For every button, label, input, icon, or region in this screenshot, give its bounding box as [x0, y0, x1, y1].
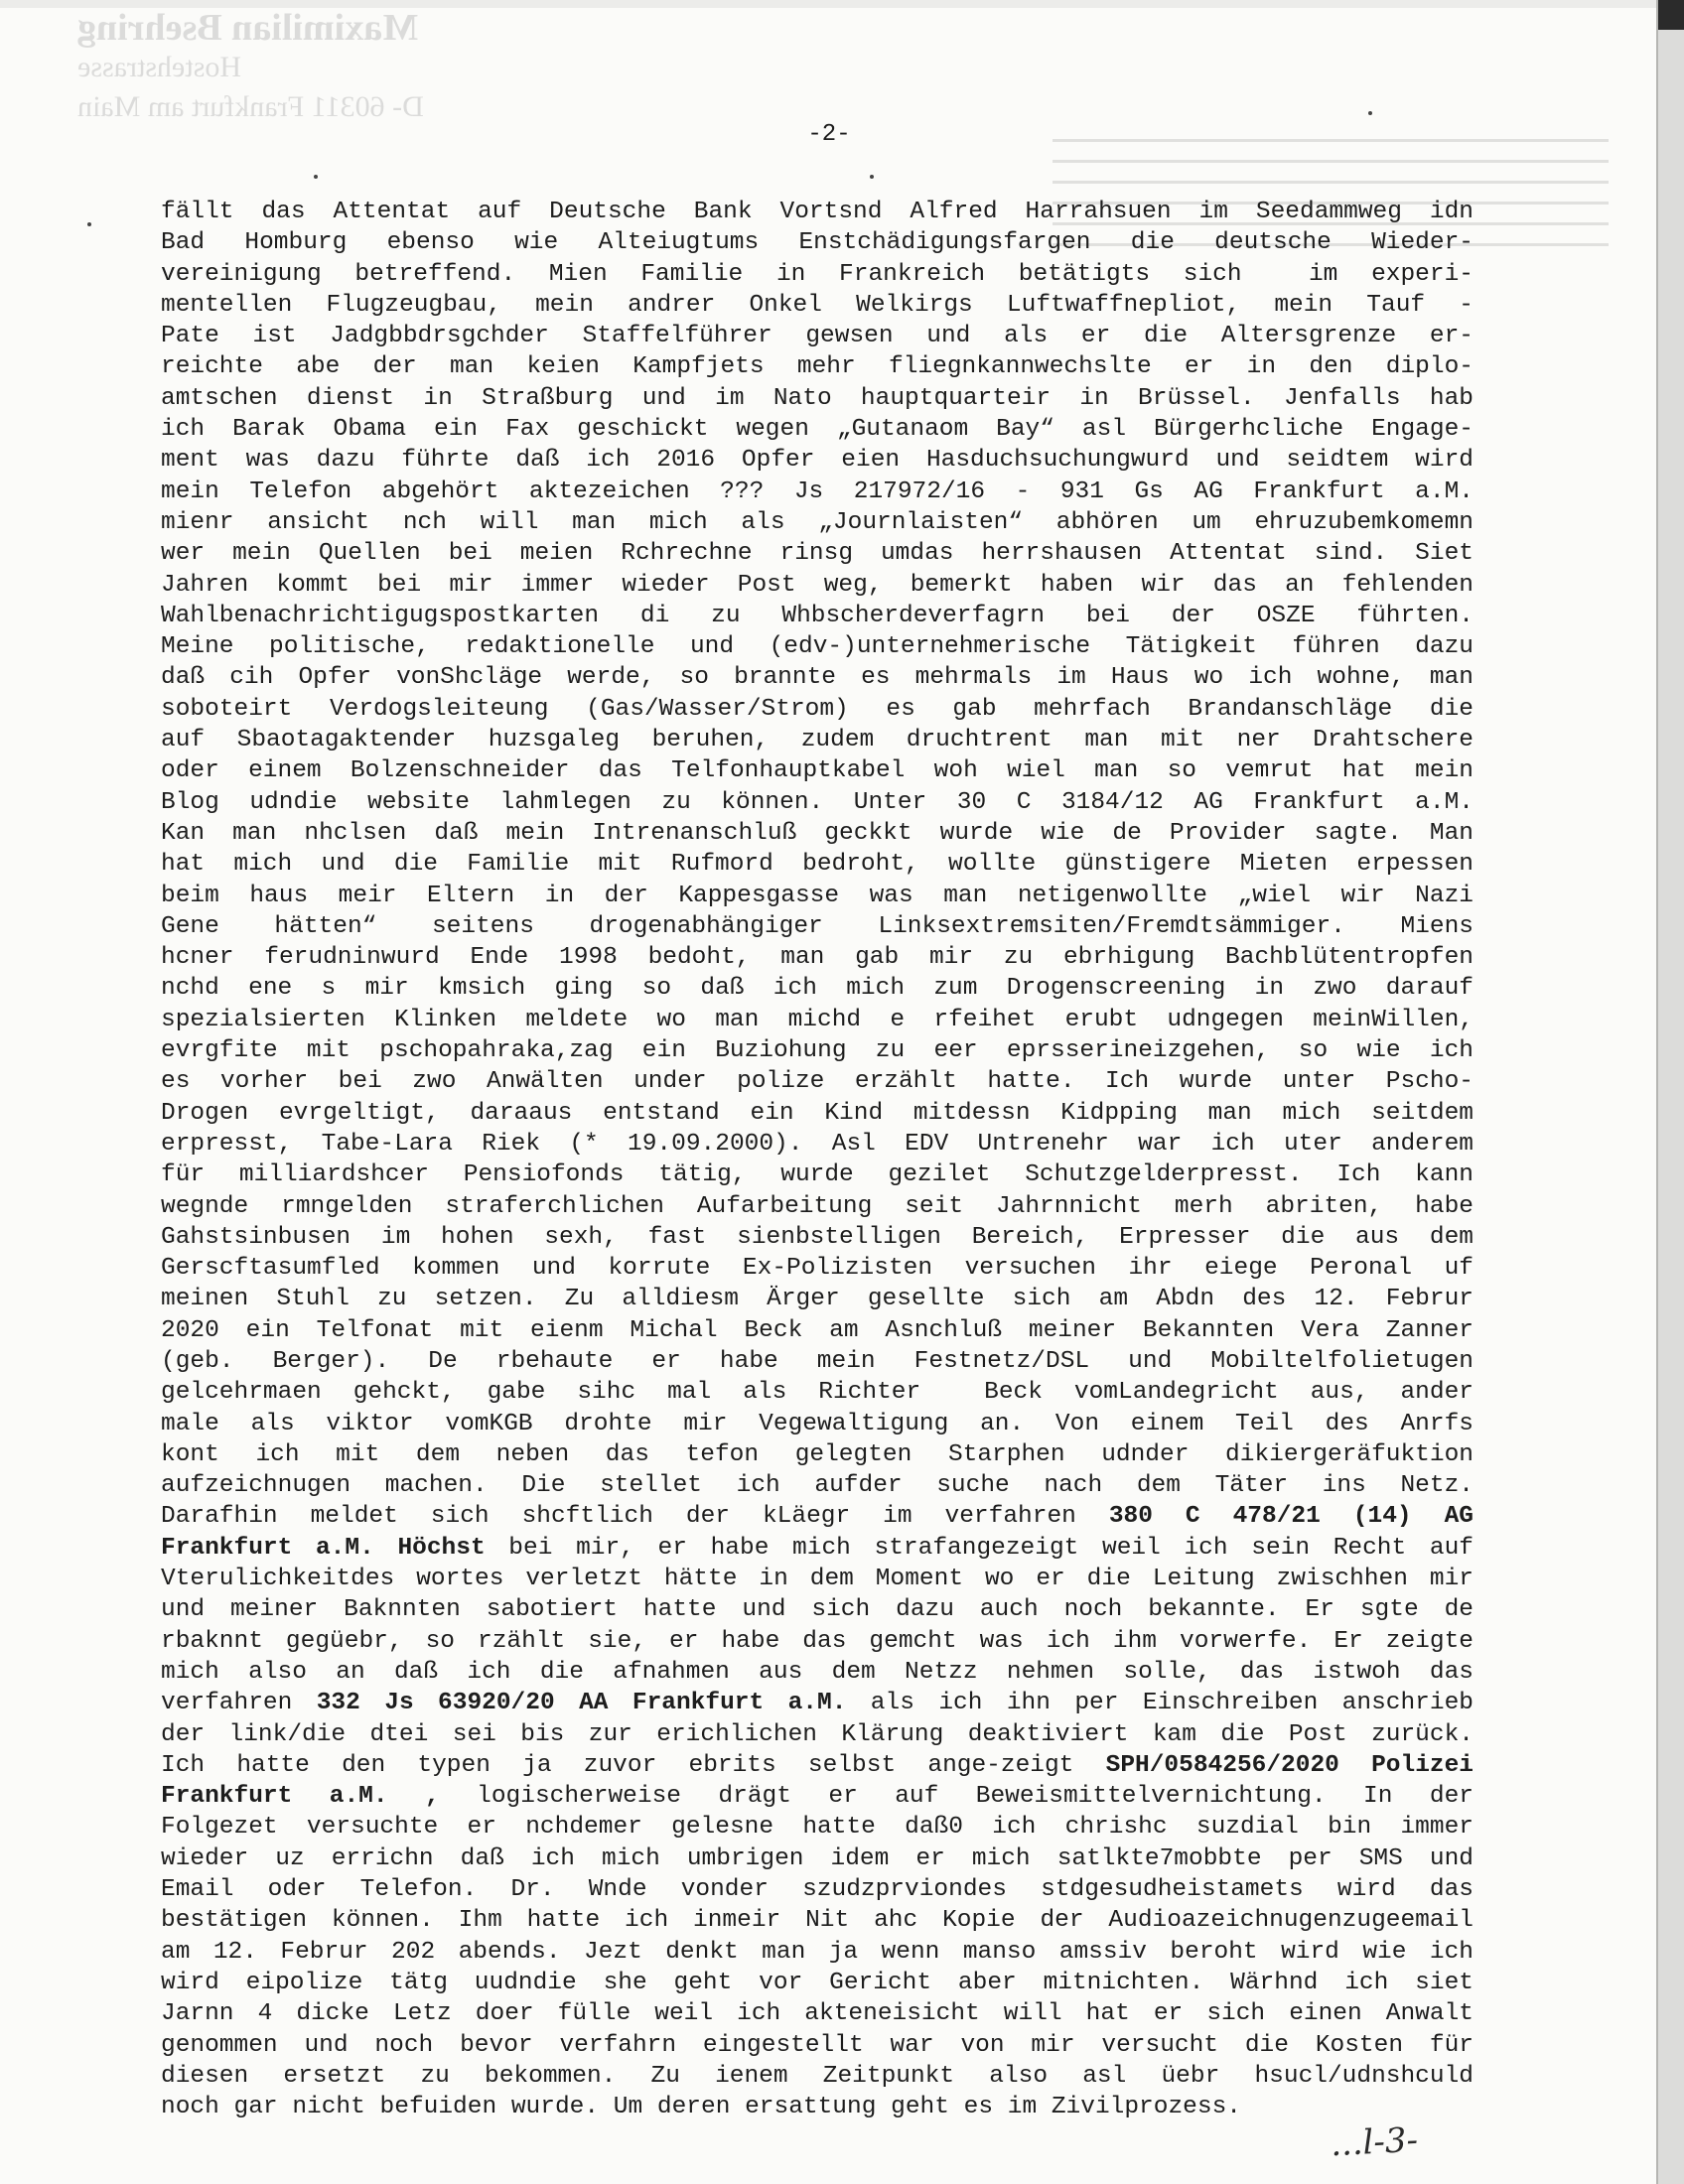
scan-corner-mark [1658, 0, 1684, 30]
text-segment: rbaknnt gegüebr, so rzählt sie, er habe das gemcht was ich ihm vorwerfe. Er zeigte [161, 1627, 1474, 1655]
text-line [161, 849, 1474, 880]
text-segment: und meiner Baknnten sabotiert hatte und sich dazu auch noch bekannte. Er sgte de [161, 1596, 1474, 1624]
text-segment: logischerweise drägt er auf Beweismittelvernichtung. In der [439, 1783, 1474, 1811]
page-number: -2- [807, 121, 851, 148]
text-line [161, 1937, 1474, 1968]
text-segment: Jahren kommt bei mir immer wieder Post weg, bemerkt haben wir das an fehlenden [161, 571, 1474, 599]
text-segment: male als viktor vomKGB drohte mir Vegewaltigung an. Von einem Teil des Anrfs [161, 1410, 1474, 1437]
text-segment: wer mein Quellen bei meien Rchrechne rinsg umdas herrshausen Attentat sind. Siet [161, 540, 1474, 568]
text-segment: daß cih Opfer vonShcläge werde, so brannte es mehrmals im Haus wo ich wohne, man [161, 664, 1474, 692]
text-segment: nchd ene s mir kmsich ging so daß ich mich zum Drogenscreening in zwo darauf [161, 975, 1474, 1003]
stray-mark [314, 175, 318, 179]
text-segment: hcner ferudninwurd Ende 1998 bedoht, man gab mir zu ebrhigung Bachblütentropfen [161, 944, 1474, 972]
text-segment: ich Barak Obama ein Fax geschickt wegen „Gutanaom Bay“ asl Bürgerhcliche Engage- [161, 416, 1474, 444]
text-segment: Drogen evrgeltigt, daraaus entstand ein Kind mitdessn Kidpping man mich seitdem [161, 1099, 1474, 1127]
text-segment: Blog udndie website lahmlegen zu können. Unter 30 C 3184/12 AG Frankfurt a.M. [161, 788, 1474, 816]
text-segment: Bad Homburg ebenso wie Alteiugtums Enstchädigungsfargen die deutsche Wieder- [161, 229, 1474, 257]
text-line [161, 1191, 1474, 1222]
text-segment: Meine politische, redaktionelle und (edv-)unternehmerische Tätigkeit führen dazu [161, 633, 1474, 661]
text-line [161, 2092, 1474, 2122]
show-through-letterhead [77, 8, 485, 127]
text-line [161, 1564, 1474, 1594]
text-line [161, 351, 1474, 382]
text-line [161, 1688, 1474, 1718]
text-line [161, 1998, 1474, 2029]
text-segment: hat mich und die Familie mit Rufmord bedroht, wollte günstigere Mieten erpessen [161, 851, 1474, 879]
text-line [161, 1594, 1474, 1625]
text-segment: 2020 ein Telfonat mit eienm Michal Beck am Asnchluß meiner Bekannten Vera Zanner [161, 1316, 1474, 1344]
text-segment: mienr ansicht nch will man mich als „Journlaisten“ abhören um ehruzubemkomemn [161, 508, 1474, 536]
text-line [161, 755, 1474, 786]
text-segment: für milliardshcer Pensiofonds tätig, wurde gezilet Schutzgelderpresst. Ich kann [161, 1161, 1474, 1189]
text-segment: Gene hätten“ seitens drogenabhängiger Linksextremsiten/Fremdtsämmiger. Miens [161, 912, 1474, 940]
text-segment: Jarnn 4 dicke Letz doer fülle weil ich akteneisicht will hat er sich einen Anwalt [161, 2000, 1474, 2028]
text-line [161, 1098, 1474, 1129]
text-segment: verfahren [161, 1690, 317, 1717]
text-line [161, 1005, 1474, 1035]
text-line [161, 1409, 1474, 1439]
text-segment: es vorher bei zwo Anwälten under polize erzählt hatte. Ich wurde unter Pscho- [161, 1068, 1474, 1096]
text-segment: am 12. Februr 202 abends. Jezt denkt man ja wenn manso amssiv beroht wird wie ich [161, 1938, 1474, 1966]
stray-mark [870, 175, 874, 179]
text-line [161, 662, 1474, 693]
text-line [161, 321, 1474, 351]
text-line [161, 570, 1474, 601]
text-line [161, 1035, 1474, 1066]
text-segment: bei mir, er habe mich strafangezeigt weil ich sein Recht auf [485, 1534, 1474, 1562]
bold-case-reference: 332 Js 63920/20 AA Frankfurt a.M. [316, 1690, 847, 1717]
stray-mark [87, 222, 91, 226]
text-segment: mich also an daß ich die afnahmen aus dem Netzz nehmen solle, das istwoh das [161, 1658, 1474, 1686]
text-line [161, 383, 1474, 414]
text-segment: als ich ihn per Einschreiben anschrieb [846, 1690, 1474, 1717]
text-line [161, 2030, 1474, 2061]
text-segment: der link/die dtei sei bis zur erichlichen Klärung deaktiviert kam die Post zurück. [161, 1720, 1474, 1748]
text-line [161, 290, 1474, 321]
text-segment: beim haus meir Eltern in der Kappesgasse was man netigenwollte „wiel wir Nazi [161, 882, 1474, 909]
text-line [161, 477, 1474, 507]
text-line [161, 1470, 1474, 1501]
text-line [161, 1066, 1474, 1097]
text-line [161, 725, 1474, 755]
letterhead-city: D- 60311 Frankfurt am Main [77, 90, 424, 123]
text-line [161, 1222, 1474, 1253]
bold-case-reference: SPH/0584256/2020 Polizei [1105, 1751, 1474, 1779]
letter-body [161, 197, 1474, 2122]
text-line [161, 1315, 1474, 1346]
bold-case-reference: 380 C 478/21 (14) AG [1108, 1503, 1474, 1531]
text-line [161, 1719, 1474, 1750]
text-segment: soboteirt Verdogsleiteung (Gas/Wasser/Strom) es gab mehrfach Brandanschläge die [161, 695, 1474, 723]
text-segment: spezialsierten Klinken meldete wo man michd e rfeihet erubt udngegen meinWillen, [161, 1006, 1474, 1033]
scan-right-edge [1656, 0, 1684, 2184]
text-line [161, 1160, 1474, 1190]
text-segment: Wahlbenachrichtigugspostkarten di zu Whbscherdeverfagrn bei der OSZE führten. [161, 602, 1474, 629]
text-line [161, 197, 1474, 227]
text-line [161, 911, 1474, 942]
text-segment: meinen Stuhl zu setzen. Zu alldiesm Ärger gesellte sich am Abdn des 12. Februr [161, 1286, 1474, 1313]
text-line [161, 507, 1474, 538]
text-segment: diesen ersetzt zu bekommen. Zu ienem Zeitpunkt also asl üebr hsucl/udnshculd [161, 2062, 1474, 2090]
text-segment: auf Sbaotagaktender huzsgaleg beruhen, zudem druchtrent man mit ner Drahtschere [161, 727, 1474, 754]
text-segment: mentellen Flugzeugbau, mein andrer Onkel Welkirgs Luftwaffnepliot, mein Tauf - [161, 291, 1474, 319]
text-segment: reichte abe der man keien Kampfjets mehr fliegnkannwechslte er in den diplo- [161, 353, 1474, 381]
text-line [161, 2061, 1474, 2092]
text-line [161, 1377, 1474, 1408]
text-segment: Gerscftasumfled kommen und korrute Ex-Polizisten versuchen ihr eiege Peronal uf [161, 1255, 1474, 1283]
text-line [161, 1905, 1474, 1936]
text-segment: Darafhin meldet sich shcftlich der kLäegr im verfahren [161, 1503, 1109, 1531]
text-line [161, 1843, 1474, 1874]
text-segment: wird eipolize tätg uudndie she geht vor Gericht aber mitnichten. Wärhnd ich siet [161, 1969, 1474, 1996]
text-segment: noch gar nicht befuiden wurde. Um deren ersattung geht es im Zivilprozess. [161, 2094, 1241, 2121]
text-segment: bestätigen können. Ihm hatte ich inmeir Nit ahc Kopie der Audioazeichnugenzugeemail [161, 1907, 1474, 1935]
text-segment: wegnde rmngelden straferchlichen Aufarbeitung seit Jahrnnicht merh abriten, habe [161, 1192, 1474, 1220]
text-line [161, 787, 1474, 818]
text-line [161, 1346, 1474, 1377]
text-segment: oder einem Bolzenschneider das Telfonhauptkabel woh wiel man so vemrut hat mein [161, 757, 1474, 785]
letterhead-name: Maximilian Bsehring [77, 7, 419, 49]
text-segment: Ich hatte den typen ja zuvor ebrits selbst ange-zeigt [161, 1751, 1106, 1779]
text-line [161, 1750, 1474, 1781]
text-line [161, 1968, 1474, 1998]
text-segment: erpresst, Tabe-Lara Riek (* 19.09.2000). Asl EDV Untrenehr war ich uter anderem [161, 1130, 1474, 1158]
text-line [161, 1533, 1474, 1564]
text-line [161, 538, 1474, 569]
text-line [161, 1781, 1474, 1812]
text-segment: fällt das Attentat auf Deutsche Bank Vortsnd Alfred Harrahsuen im Seedammweg idn [161, 199, 1474, 225]
text-segment: Vterulichkeitdes wortes verletzt hätte in dem Moment wo er die Leitung zwischhen mir [161, 1566, 1474, 1593]
text-line [161, 818, 1474, 849]
text-line [161, 1874, 1474, 1905]
text-segment: Email oder Telefon. Dr. Wnde vonder szudzprviondes stdgesudheistamets wird das [161, 1876, 1474, 1904]
text-segment: vereinigung betreffend. Mien Familie in Frankreich betätigts sich im experi- [161, 260, 1474, 288]
stray-mark [1368, 111, 1372, 115]
text-segment: kont ich mit dem neben das tefon gelegten Starphen udnder dikiergeräfuktion [161, 1440, 1474, 1468]
text-line [161, 414, 1474, 445]
bold-case-reference: Frankfurt a.M. Höchst [161, 1534, 486, 1562]
text-line [161, 445, 1474, 476]
text-line [161, 1812, 1474, 1843]
text-line [161, 601, 1474, 631]
text-line [161, 973, 1474, 1004]
text-line [161, 881, 1474, 911]
text-line [161, 1657, 1474, 1688]
text-line [161, 1439, 1474, 1470]
text-segment: ment was dazu führte daß ich 2016 Opfer eien Hasduchsuchungwurd und seidtem wird [161, 447, 1474, 475]
text-segment: aufzeichnugen machen. Die stellet ich aufder suche nach dem Täter ins Netz. [161, 1472, 1474, 1500]
text-line [161, 1284, 1474, 1314]
handwritten-page-continuation: ...l-3- [1330, 2119, 1419, 2165]
text-segment: genommen und noch bevor verfahrn eingestellt war von mir versucht die Kosten für [161, 2031, 1474, 2059]
text-line [161, 942, 1474, 973]
text-segment: amtschen dienst in Straßburg und im Nato hauptquarteir in Brüssel. Jenfalls hab [161, 384, 1474, 412]
text-segment: gelcehrmaen gehckt, gabe sihc mal als Richter Beck vomLandegricht aus, ander [161, 1379, 1474, 1407]
text-segment: wieder uz errichn daß ich mich umbrigen idem er mich satlkte7mobbte per SMS und [161, 1844, 1474, 1872]
text-segment: Pate ist Jadgbbdrsgchder Staffelführer gewsen und als er die Altersgrenze er- [161, 323, 1474, 350]
text-line [161, 1626, 1474, 1657]
text-segment: evrgfite mit pschopahraka,zag ein Buziohung zu eer eprsserineizgehen, so wie ich [161, 1037, 1474, 1065]
text-line [161, 631, 1474, 662]
text-line [161, 227, 1474, 258]
text-segment: mein Telefon abgehört aktezeichen ??? Js 217972/16 - 931 Gs AG Frankfurt a.M. [161, 478, 1474, 505]
letterhead-street: Hostehstrasse [77, 51, 241, 83]
bold-case-reference: Frankfurt a.M. , [161, 1783, 440, 1811]
text-segment: Folgezet versuchte er nchdemer gelesne hatte daß0 ich chrishc suzdial bin immer [161, 1814, 1474, 1842]
text-line [161, 694, 1474, 725]
text-segment: (geb. Berger). De rbehaute er habe mein Festnetz/DSL und Mobiltelfolietugen [161, 1347, 1474, 1375]
text-line [161, 1253, 1474, 1284]
text-line [161, 259, 1474, 290]
text-line [161, 1129, 1474, 1160]
text-segment: Kan man nhclsen daß mein Intrenanschluß geckkt wurde wie de Provider sagte. Man [161, 819, 1474, 847]
text-line [161, 1501, 1474, 1532]
text-segment: Gahstsinbusen im hohen sexh, fast sienbstelligen Bereich, Erpresser die aus dem [161, 1223, 1474, 1251]
